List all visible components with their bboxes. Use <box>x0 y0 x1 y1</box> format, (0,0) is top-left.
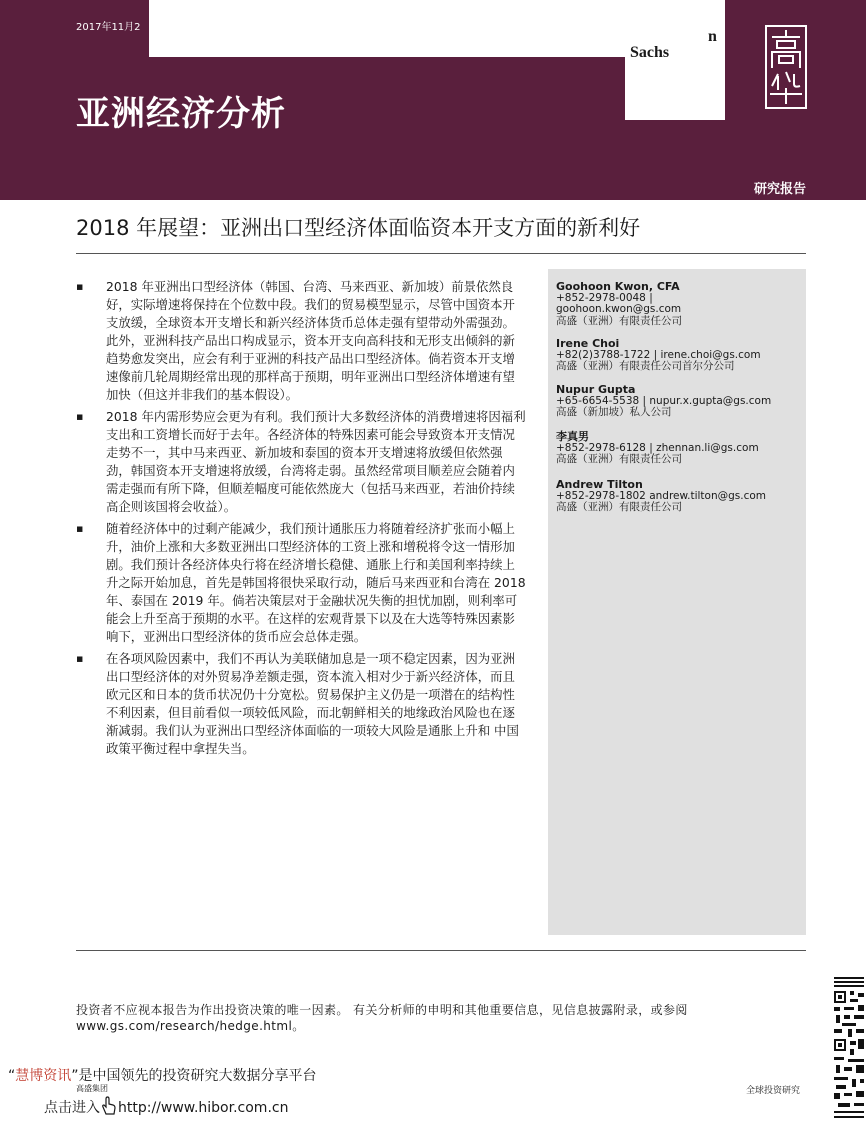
report-date: 2017年11月2 <box>76 22 141 33</box>
contact-line[interactable]: +82(2)3788-1722 | irene.choi@gs.com <box>556 348 761 361</box>
promo-line <box>8 1065 317 1085</box>
contact-card <box>556 281 802 327</box>
bullet-text: 随着经济体中的过剩产能减少，我们预计通胀压力将随着经济扩张而小幅上升，油价上涨和大多数亚洲出口型经济体的工资上涨和增税将令这一情形加剧。我们预计各经济体央行将在经济增长稳健、通胀上行和美国利率持续上升之际开始加息，首先是韩国将很快采取行动，随后马来西亚和台湾在 2018 年、泰国在 2019 年。倘若决策层对于金融状况失衡的担忧加剧，则利率可能会上升至高于预期的水平。在这样的宏观背景下以及在大选等特殊因素影响下，亚洲出口型经济体的货币应会总体走强。 <box>106 521 526 644</box>
bullet-text: 2018 年亚洲出口型经济体（韩国、台湾、马来西亚、新加坡）前景依然良好，实际增速将保持在个位数中段。我们的贸易模型显示，尽管中国资本开支放缓，全球资本开支增长和新兴经济体货币总体走强有望带动外需强劲。此外，亚洲科技产品出口构成显示，资本开支向高科技和无形支出倾斜的新趋势愈发突出，应会有利于亚洲的科技产品出口型经济体。倘若资本开支增速像前几轮周期经常出现的那样高于预期，明年亚洲出口型经济体增速有望加快（但这并非我们的基本假设）。 <box>106 279 515 402</box>
report-subtitle: 2018 年展望：亚洲出口型经济体面临资本开支方面的新利好 <box>76 216 641 240</box>
contact-email-link[interactable]: goohoon.kwon@gs.com <box>556 303 682 315</box>
seal-logo-icon <box>764 24 808 110</box>
promo-prefix: 点击进入 <box>44 1100 100 1116</box>
contact-card <box>556 431 802 466</box>
contact-line: 高盛（亚洲）有限责任公司首尔分公司 <box>556 360 735 372</box>
promo-text: ”是中国领先的投资研究大数据分享平台 <box>71 1068 317 1084</box>
bullet-item <box>76 520 526 646</box>
brand-partial-2: n <box>708 28 717 45</box>
contact-line[interactable]: +852-2978-6128 | zhennan.li@gs.com <box>556 441 759 454</box>
report-type-label: 研究报告 <box>753 182 806 197</box>
contact-card <box>556 338 802 373</box>
contact-line: +852-2978-0048 | <box>556 291 653 304</box>
promo-url-link[interactable]: http://www.hibor.com.cn <box>118 1100 289 1116</box>
analyst-contacts-sidebar <box>548 269 806 935</box>
contact-card <box>556 384 802 419</box>
bullet-marker: ▪ <box>76 522 84 535</box>
contact-name: Irene Choi <box>556 337 620 350</box>
bullet-marker: ▪ <box>76 410 84 423</box>
contact-line[interactable]: +852-2978-1802 andrew.tilton@gs.com <box>556 489 767 502</box>
global-research-label: 全球投资研究 <box>746 1086 801 1096</box>
qr-code-icon[interactable] <box>832 975 866 1122</box>
divider-top <box>76 253 806 254</box>
page-title: 亚洲经济分析 <box>76 94 286 134</box>
bullet-item <box>76 650 526 758</box>
contact-line: 高盛（新加坡）私人公司 <box>556 406 672 418</box>
brand-partial: Sachs <box>630 45 670 59</box>
contact-line: 高盛（亚洲）有限责任公司 <box>556 314 682 327</box>
disclaimer-text: 投资者不应视本报告为作出投资决策的唯一因素。 有关分析师的申明和其他重要信息，见信息披露附录，或参阅 www.gs.com/research/hedge.html。 <box>76 1003 688 1033</box>
bullet-marker: ▪ <box>76 280 84 293</box>
contact-line: 高盛（亚洲）有限责任公司 <box>556 453 682 465</box>
bullet-text: 在各项风险因素中，我们不再认为美联储加息是一项不稳定因素，因为亚洲出口型经济体的对外贸易净差额走强，资本流入相对少于新兴经济体，而且欧元区和日本的货币状况仍十分宽松。贸易保护主义仍是一项潜在的结构性不利因素，但目前看似一项较低风险，而北朝鲜相关的地缘政治风险也在逐渐减弱。我们认为亚洲出口型经济体面临的一项较大风险是通胀上升和 中国政策平衡过程中拿捏失当。 <box>106 651 519 756</box>
contact-name: Andrew Tilton <box>556 478 643 491</box>
gs-group-label: 高盛集团 <box>76 1084 108 1093</box>
bullet-text: 2018 年内需形势应会更为有利。我们预计大多数经济体的消费增速将因福利支出和工资增长而好于去年。各经济体的特殊因素可能会导致资本开支情况走势不一，其中马来西亚、新加坡和泰国的资本开支增速将放缓但依然强劲，韩国资本开支增速将放缓，台湾将走弱。虽然经常项目顺差应会随着内需走强而有所下降，但顺差幅度可能依然庞大（包括马来西亚，若油价持续高企则该国将会收益）。 <box>106 409 526 514</box>
contact-line: 高盛（亚洲）有限责任公司 <box>556 501 682 513</box>
bullet-item <box>76 278 526 404</box>
pointer-hand-icon <box>100 1096 118 1116</box>
contact-name: Nupur Gupta <box>556 383 636 396</box>
header-band <box>0 0 866 200</box>
contact-name: 李真男 <box>556 430 589 443</box>
contact-name: Goohoon Kwon, CFA <box>556 280 680 293</box>
promo-quote: “ <box>8 1068 16 1084</box>
promo-highlight: 慧博资讯 <box>15 1068 72 1084</box>
promo-link-line <box>44 1096 288 1117</box>
contact-line[interactable]: +65-6654-5538 | nupur.x.gupta@gs.com <box>556 394 772 407</box>
bullet-item <box>76 408 526 516</box>
contact-card <box>556 479 802 514</box>
bullet-marker: ▪ <box>76 652 84 665</box>
divider-bottom <box>76 950 806 951</box>
redaction-block-2 <box>625 0 725 120</box>
summary-bullet-list <box>76 278 526 762</box>
